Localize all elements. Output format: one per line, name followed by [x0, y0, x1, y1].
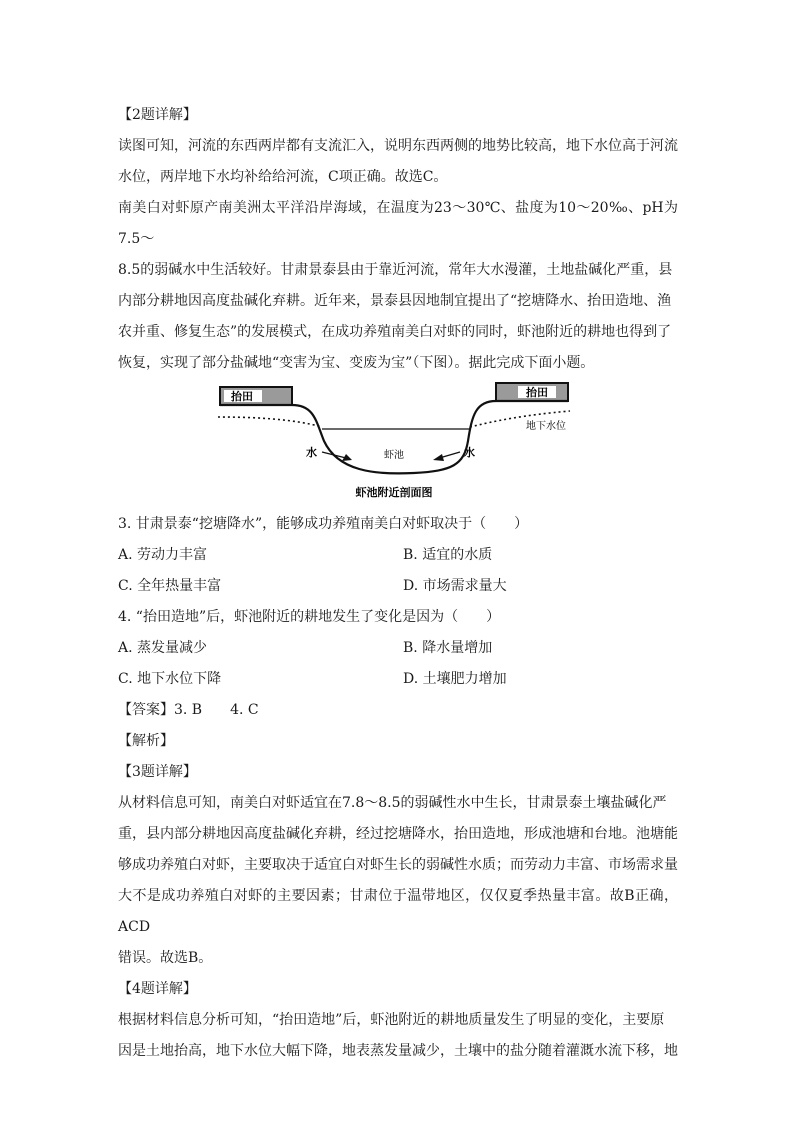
- left-field-label: 抬田: [231, 390, 253, 403]
- q3-line: 错误。故选B。: [118, 950, 213, 966]
- q3-line: 够成功养殖白对虾，主要取决于适宜白对虾生长的弱碱性水质；而劳动力丰富、市场需求量: [118, 857, 678, 873]
- right-field-label: 抬田: [526, 386, 548, 399]
- question-4-option-d: D. 土壤肥力增加: [403, 671, 507, 687]
- question-4-options-row: [118, 664, 678, 695]
- water-label-right: 水: [464, 446, 475, 459]
- shrimp-pond-cross-section-figure: [118, 379, 678, 509]
- question-3-options-row: [118, 571, 678, 602]
- pond-label: 虾池: [384, 450, 404, 461]
- q3-line: 重，县内部分耕地因高度盐碱化弃耕，经过挖塘降水，抬田造地，形成池塘和台地。池塘能: [118, 826, 678, 842]
- question-3-option-c: C. 全年热量丰富: [118, 578, 222, 594]
- q3-line: 大不是成功养殖白对虾的主要因素；甘肃位于温带地区，仅仅夏季热量丰富。故B正确，ACD: [118, 888, 678, 935]
- question-3-option-a: A. 劳动力丰富: [118, 547, 208, 563]
- question-4-option-a: A. 蒸发量减少: [118, 640, 208, 656]
- q2-heading: 【2题详解】: [118, 107, 197, 123]
- question-3-options-row: [118, 540, 678, 571]
- q2-line: 水位，两岸地下水均补给给河流，C项正确。故选C。: [118, 169, 448, 185]
- q3-line: 从材料信息可知，南美白对虾适宜在7.8～8.5的弱碱性水中生长，甘肃景泰土壤盐碱化严: [118, 795, 667, 811]
- question-4-option-b: B. 降水量增加: [403, 640, 493, 656]
- material-line: 南美白对虾原产南美洲太平洋沿岸海域，在温度为23～30℃、盐度为10～20‰、pH为7.5～: [118, 200, 678, 247]
- q2-line: 读图可知，河流的东西两岸都有支流汇入，说明东西两侧的地势比较高，地下水位高于河流: [118, 138, 678, 154]
- figure-caption: 虾池附近剖面图: [355, 486, 433, 499]
- q4-line: 根据材料信息分析可知，“抬田造地”后，虾池附近的耕地质量发生了明显的变化，主要原: [118, 1012, 665, 1028]
- material-line: 内部分耕地因高度盐碱化弃耕。近年来，景泰县因地制宜提出了“挖塘降水、抬田造地、渔: [118, 293, 672, 309]
- question-4-options-row: [118, 633, 678, 664]
- analysis-heading: 【解析】: [118, 733, 174, 749]
- pond-outline: [220, 401, 568, 473]
- document-page: [118, 100, 678, 1067]
- q4-heading: 【4题详解】: [118, 981, 197, 997]
- groundwater-line: [218, 411, 570, 427]
- answer-line: 【答案】3. B 4. C: [118, 702, 259, 718]
- question-4-option-c: C. 地下水位下降: [118, 671, 222, 687]
- material-line: 农并重、修复生态”的发展模式，在成功养殖南美白对虾的同时，虾池附近的耕地也得到了: [118, 324, 672, 340]
- water-label-left: 水: [306, 446, 317, 459]
- q3-heading: 【3题详解】: [118, 764, 197, 780]
- cross-section-diagram: [214, 381, 574, 507]
- material-line: 8.5的弱碱水中生活较好。甘肃景泰县由于靠近河流，常年大水漫灌，土地盐碱化严重，县: [118, 262, 673, 278]
- question-3-option-d: D. 市场需求量大: [403, 578, 507, 594]
- question-3-stem: 3. 甘肃景泰“挖塘降水”，能够成功养殖南美白对虾取决于（ ）: [118, 516, 529, 532]
- question-3-option-b: B. 适宜的水质: [403, 547, 493, 563]
- arrow-right-head: [433, 454, 444, 461]
- question-4-stem: 4. “抬田造地”后，虾池附近的耕地发生了变化是因为（ ）: [118, 609, 501, 625]
- groundwater-label: 地下水位: [526, 421, 566, 432]
- q4-line: 因是土地抬高，地下水位大幅下降，地表蒸发量减少，土壤中的盐分随着灌溉水流下移，地: [118, 1043, 678, 1059]
- material-line: 恢复，实现了部分盐碱地“变害为宝、变废为宝”（下图）。据此完成下面小题。: [118, 355, 595, 371]
